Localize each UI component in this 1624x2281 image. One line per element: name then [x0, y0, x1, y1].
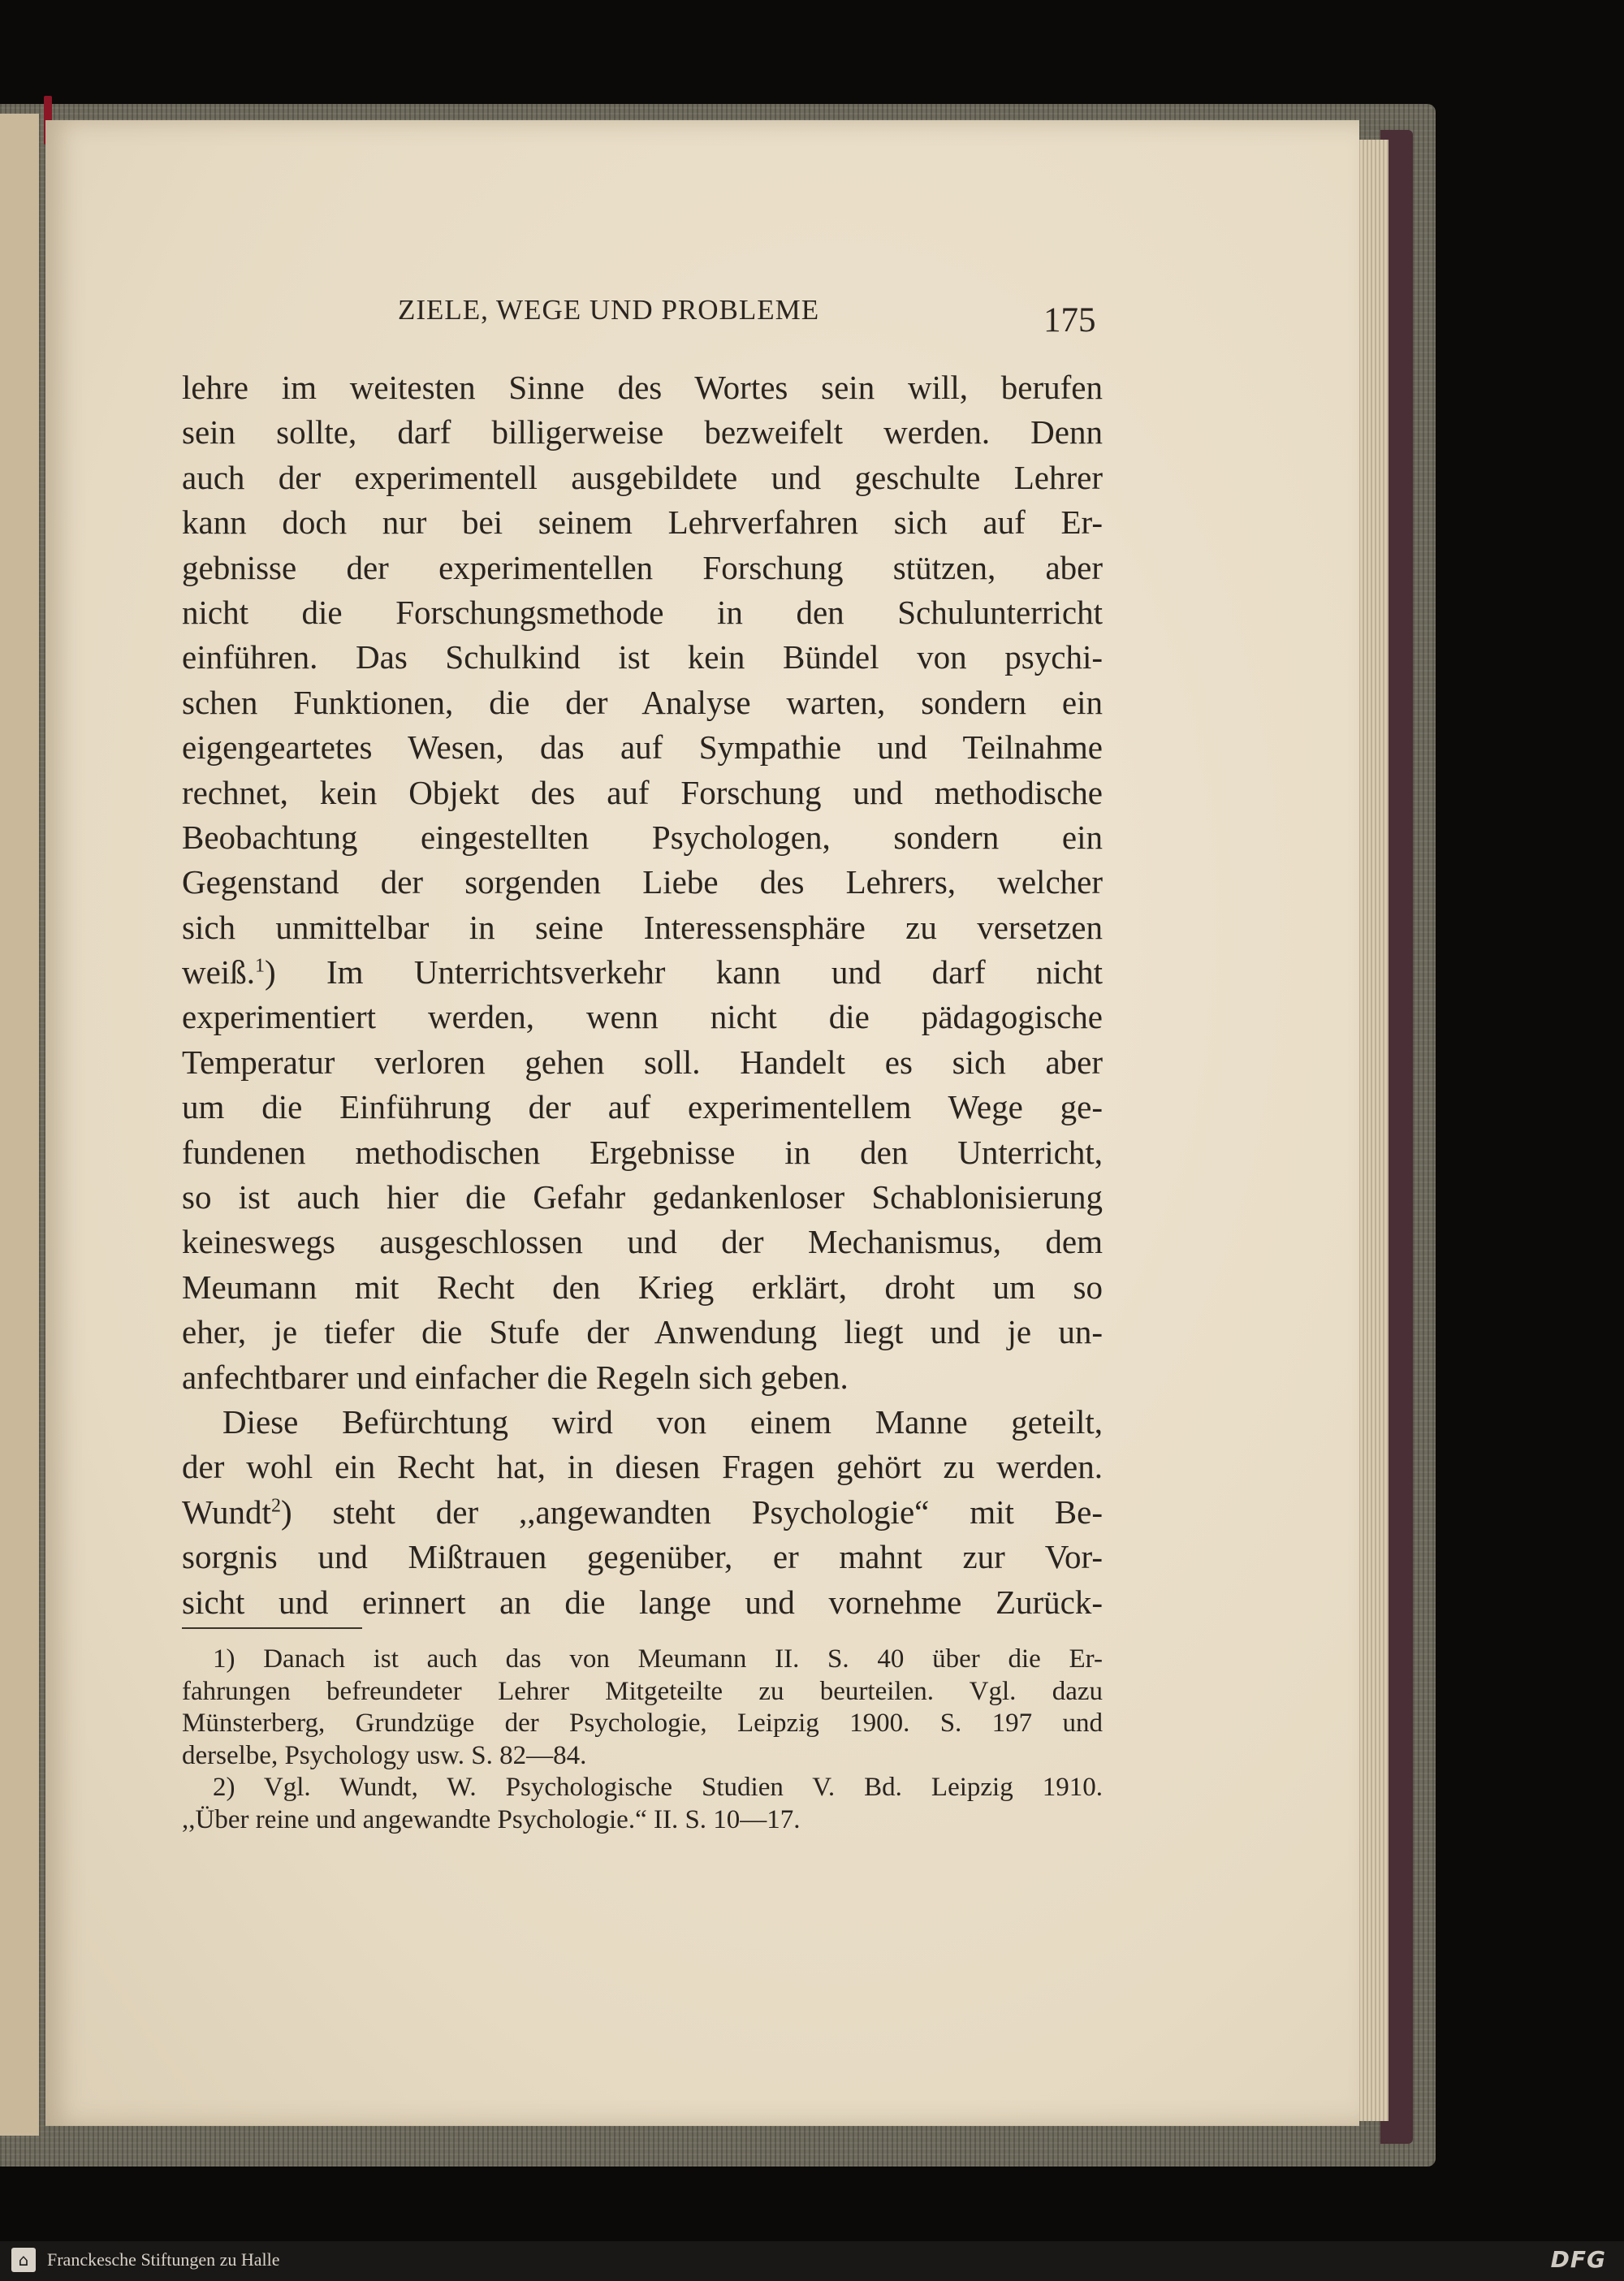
text-line: experimentiert werden, wenn nicht die pädagogische	[182, 998, 1103, 1036]
text-fragment: ) steht der ,,angewandten Psychologie“ mit Be-	[280, 1493, 1103, 1531]
footnote-rule	[182, 1627, 362, 1629]
main-text	[182, 365, 1103, 1625]
footnote-ref-1[interactable]: 1	[254, 955, 265, 977]
page-number: 175	[1043, 301, 1096, 339]
footnote-ref-2[interactable]: 2	[270, 1495, 281, 1517]
text-line-with-footnote-ref	[182, 950, 1103, 995]
building-icon: ⌂	[11, 2248, 36, 2272]
left-page-edge	[0, 114, 39, 2136]
text-line: einführen. Das Schulkind ist kein Bündel von psychi-	[182, 638, 1103, 676]
text-line: keineswegs ausgeschlossen und der Mechanismus, dem	[182, 1223, 1103, 1261]
text-line: schen Funktionen, die der Analyse warten, sondern ein	[182, 683, 1103, 721]
footnote-2-line: ,,Über reine und angewandte Psychologie.“ II. S. 10—17.	[182, 1804, 801, 1834]
text-line: sicht und erinnert an die lange und vornehme Zurück-	[182, 1583, 1103, 1621]
text-fragment: Wundt	[182, 1493, 271, 1531]
footnote-2-line: 2) Vgl. Wundt, W. Psychologische Studien V. Bd. Leipzig 1910.	[213, 1773, 1103, 1802]
text-line: auch der experimentell ausgebildete und geschulte Lehrer	[182, 458, 1103, 496]
institution-link[interactable]: Franckesche Stiftungen zu Halle	[47, 2249, 280, 2270]
text-fragment: weiß.	[182, 953, 255, 991]
text-line: Temperatur verloren gehen soll. Handelt es sich aber	[182, 1043, 1103, 1081]
paragraph-start: Diese Befürchtung wird von einem Manne geteilt,	[222, 1402, 1103, 1441]
text-line: nicht die Forschungsmethode in den Schulunterricht	[182, 593, 1103, 631]
running-head: ZIELE, WEGE UND PROBLEME	[398, 294, 820, 326]
text-line: sein sollte, darf billigerweise bezweifelt werden. Denn	[182, 413, 1103, 451]
footnotes	[182, 1644, 1103, 1836]
text-line: eher, je tiefer die Stufe der Anwendung liegt und je un-	[182, 1313, 1103, 1351]
footer-bar	[0, 2241, 1624, 2281]
footnote-1-line: derselbe, Psychology usw. S. 82—84.	[182, 1740, 587, 1770]
text-line: Beobachtung eingestellten Psychologen, sondern ein	[182, 818, 1103, 856]
text-line: lehre im weitesten Sinne des Wortes sein will, berufen	[182, 369, 1103, 406]
text-line-with-footnote-ref	[182, 1490, 1103, 1535]
text-line: Meumann mit Recht den Krieg erklärt, droht um so	[182, 1268, 1103, 1306]
footnote-1-line: Münsterberg, Grundzüge der Psychologie, Leipzig 1900. S. 197 und	[182, 1709, 1103, 1738]
text-line: sich unmittelbar in seine Interessensphäre zu versetzen	[182, 908, 1103, 946]
text-line: rechnet, kein Objekt des auf Forschung und methodische	[182, 773, 1103, 811]
text-line: kann doch nur bei seinem Lehrverfahren sich auf Er-	[182, 503, 1103, 542]
text-line: gebnisse der experimentellen Forschung stützen, aber	[182, 548, 1103, 586]
text-line: um die Einführung der auf experimentellem Wege ge-	[182, 1088, 1103, 1126]
footnote-1-line: fahrungen befreundeter Lehrer Mitgeteilte zu beurteilen. Vgl. dazu	[182, 1676, 1103, 1706]
footnote-1-line: 1) Danach ist auch das von Meumann II. S. 40 über die Er-	[213, 1644, 1103, 1674]
text-line: anfechtbarer und einfacher die Regeln sich geben.	[182, 1358, 849, 1396]
dfg-logo: DFG	[1550, 2246, 1606, 2273]
text-line: der wohl ein Recht hat, in diesen Fragen gehört zu werden.	[182, 1448, 1103, 1486]
text-line: Gegenstand der sorgenden Liebe des Lehrers, welcher	[182, 863, 1103, 901]
text-line: eigengeartetes Wesen, das auf Sympathie und Teilnahme	[182, 728, 1103, 767]
text-line: sorgnis und Mißtrauen gegenüber, er mahnt zur Vor-	[182, 1538, 1103, 1576]
text-fragment: ) Im Unterrichtsverkehr kann und darf nicht	[264, 953, 1103, 991]
text-line: fundenen methodischen Ergebnisse in den Unterricht,	[182, 1133, 1103, 1171]
text-line: so ist auch hier die Gefahr gedankenloser Schablonisierung	[182, 1178, 1103, 1216]
